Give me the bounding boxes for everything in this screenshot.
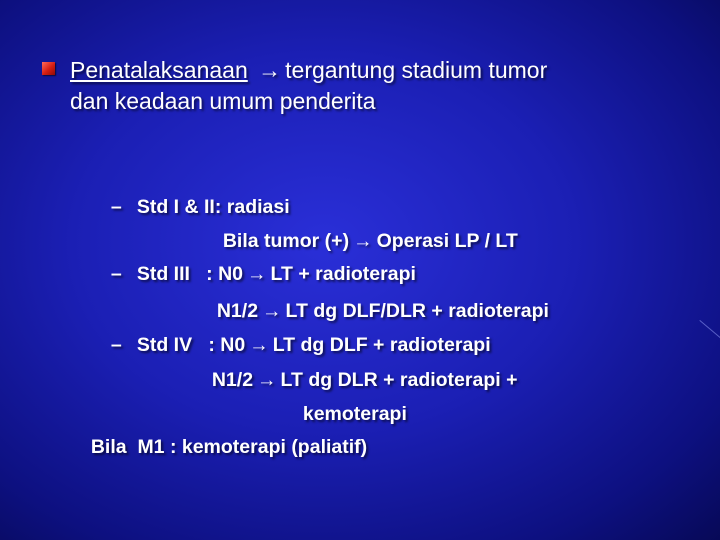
heading-line2: dan keadaan umum penderita xyxy=(70,88,376,114)
std3-post: LT + radioterapi xyxy=(270,263,416,285)
std1-text: Std I & II: radiasi xyxy=(136,196,290,218)
heading-underlined: Penatalaksanaan xyxy=(70,57,248,83)
heading-rest: tergantung stadium tumor xyxy=(285,57,548,83)
std3b-post: LT dg DLF/DLR + radioterapi xyxy=(285,300,549,322)
arrow-right-icon: → xyxy=(247,263,267,285)
arrow-right-icon: → xyxy=(262,300,282,322)
std3-label: Std III : N0 xyxy=(136,263,244,285)
std1b-pre: Bila tumor (+) xyxy=(222,230,350,252)
std4b-post: LT dg DLR + radioterapi + xyxy=(280,369,518,391)
arrow-right-icon: → xyxy=(257,369,277,391)
arrow-right-icon: → xyxy=(353,230,373,252)
main-bullet-text xyxy=(70,55,690,117)
dash-bullet: – xyxy=(110,263,122,285)
std3b-pre: N1/2 xyxy=(216,300,259,322)
bullet-square-icon xyxy=(42,62,55,75)
std4-label: Std IV : N0 xyxy=(136,334,246,356)
decorative-line xyxy=(699,320,720,346)
std4b-pre: N1/2 xyxy=(211,369,254,391)
std4c-text: kemoterapi xyxy=(302,403,407,425)
m1-text: Bila M1 : kemoterapi (paliatif) xyxy=(90,436,368,458)
dash-bullet: – xyxy=(110,196,122,218)
std4-post: LT dg DLF + radioterapi xyxy=(272,334,491,356)
arrow-right-icon: → xyxy=(249,334,269,356)
dash-bullet: – xyxy=(110,334,122,356)
arrow-right-icon: → xyxy=(258,57,282,83)
std1b-post: Operasi LP / LT xyxy=(376,230,518,252)
sub-item-m1 xyxy=(80,408,367,460)
